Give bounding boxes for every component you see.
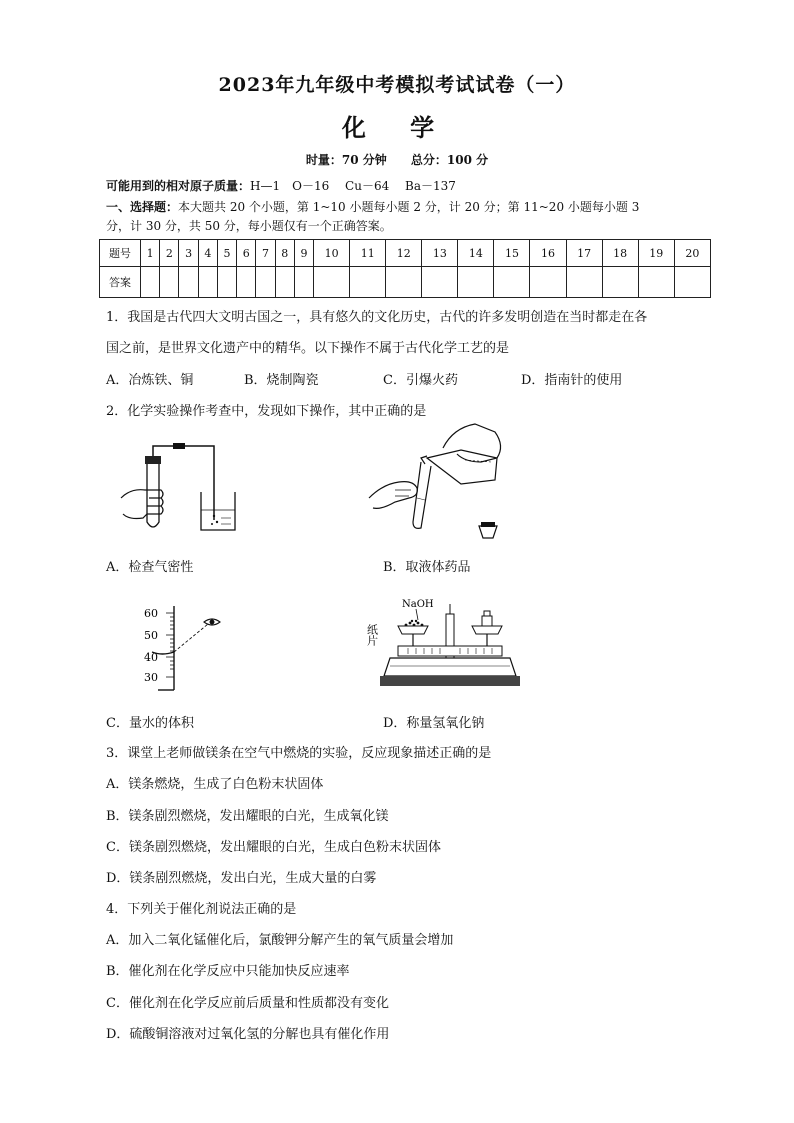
answer-cell[interactable] <box>237 267 256 298</box>
qnum-cell: 11 <box>350 240 386 267</box>
section1-instructions-2: 分，计 30 分，共 50 分，每小题仅有一个正确答案。 <box>106 219 392 233</box>
cylinder-tick-50: 50 <box>144 629 158 642</box>
q2-stem: 2．化学实验操作考查中，发现如下操作，其中正确的是 <box>106 404 427 419</box>
balance-weighing-figure <box>365 596 518 694</box>
answer-cell[interactable] <box>275 267 294 298</box>
naoh-label: NaOH <box>402 599 434 610</box>
section1-line1 <box>106 197 716 217</box>
time-limit: 时量：70 分钟 <box>305 153 387 167</box>
q4-option-d: D．硫酸铜溶液对过氧化氢的分解也具有催化作用 <box>106 1027 390 1042</box>
total-score: 总分：100 分 <box>410 153 489 167</box>
q1-option-b: B．烧制陶瓷 <box>244 373 319 388</box>
paper-label: 纸片 <box>365 624 379 646</box>
qnum-cell: 1 <box>141 240 160 267</box>
cylinder-tick-30: 30 <box>144 671 158 684</box>
answer-cell[interactable] <box>422 267 458 298</box>
airtightness-check-figure <box>115 440 255 535</box>
answer-cell[interactable] <box>350 267 386 298</box>
answer-label: 答案 <box>100 267 141 298</box>
answer-table-answers-row <box>100 267 711 298</box>
exam-title: 2023年九年级中考模拟考试试卷（一） <box>218 74 576 96</box>
answer-cell[interactable] <box>314 267 350 298</box>
q4-option-c: C．催化剂在化学反应前后质量和性质都没有变化 <box>106 996 389 1011</box>
qnum-cell: 18 <box>602 240 638 267</box>
q3-option-d: D．镁条剧烈燃烧，发出白光，生成大量的白雾 <box>106 871 377 886</box>
qnum-cell: 10 <box>314 240 350 267</box>
q2-option-b: B．取液体药品 <box>383 560 471 575</box>
qnum-cell: 20 <box>674 240 710 267</box>
q1-stem-line1: 1．我国是古代四大文明古国之一，具有悠久的文化历史，古代的许多发明创造在当时都走在各 <box>106 310 648 325</box>
answer-cell[interactable] <box>198 267 217 298</box>
answer-cell[interactable] <box>494 267 530 298</box>
answer-cell[interactable] <box>530 267 566 298</box>
qnum-cell: 12 <box>386 240 422 267</box>
q2-option-a: A．检查气密性 <box>106 560 194 575</box>
qnum-cell: 2 <box>160 240 179 267</box>
q3-option-c: C．镁条剧烈燃烧，发出耀眼的白光，生成白色粉末状固体 <box>106 840 441 855</box>
answer-cell[interactable] <box>674 267 710 298</box>
answer-cell[interactable] <box>458 267 494 298</box>
answer-table <box>99 239 711 298</box>
subject-title: 化 学 <box>341 113 453 142</box>
q4-stem: 4．下列关于催化剂说法正确的是 <box>106 902 297 917</box>
q1-option-a: A．冶炼铁、铜 <box>106 373 194 388</box>
answer-cell[interactable] <box>638 267 674 298</box>
section1-instructions-1: 本大题共 20 个小题，第 1~10 小题每小题 2 分，计 20 分；第 11~20 小题每小题 3 <box>178 200 640 214</box>
answer-cell[interactable] <box>179 267 198 298</box>
qnum-cell: 14 <box>458 240 494 267</box>
q1-option-c: C．引爆火药 <box>383 373 458 388</box>
atomic-masses-label: 可能用到的相对原子质量： <box>106 179 251 193</box>
qnum-cell: 6 <box>237 240 256 267</box>
answer-cell[interactable] <box>294 267 313 298</box>
answer-cell[interactable] <box>566 267 602 298</box>
answer-cell[interactable] <box>256 267 275 298</box>
qnum-cell: 5 <box>217 240 236 267</box>
q1-stem-line2: 国之前，是世界文化遗产中的精华。以下操作不属于古代化学工艺的是 <box>106 341 510 356</box>
atomic-masses-values: H—1 O－16 Cu－64 Ba－137 <box>250 179 456 193</box>
q1-option-d: D．指南针的使用 <box>521 373 623 388</box>
qnum-cell: 15 <box>494 240 530 267</box>
q3-option-b: B．镁条剧烈燃烧，发出耀眼的白光，生成氧化镁 <box>106 809 389 824</box>
answer-table-numbers-row <box>100 240 711 267</box>
qnum-cell: 3 <box>179 240 198 267</box>
answer-cell[interactable] <box>141 267 160 298</box>
qnum-cell: 13 <box>422 240 458 267</box>
answer-cell[interactable] <box>386 267 422 298</box>
q3-stem: 3．课堂上老师做镁条在空气中燃烧的实验，反应现象描述正确的是 <box>106 746 492 761</box>
qnum-cell: 19 <box>638 240 674 267</box>
q2-option-d: D．称量氢氧化钠 <box>383 716 485 731</box>
q4-option-a: A．加入二氧化锰催化后，氯酸钾分解产生的氧气质量会增加 <box>106 933 454 948</box>
liquid-pouring-figure <box>365 418 510 543</box>
answer-cell[interactable] <box>160 267 179 298</box>
qnum-cell: 9 <box>294 240 313 267</box>
cylinder-tick-60: 60 <box>144 607 158 620</box>
q3-option-a: A．镁条燃烧，生成了白色粉末状固体 <box>106 777 324 792</box>
answer-cell[interactable] <box>602 267 638 298</box>
qnum-cell: 17 <box>566 240 602 267</box>
answer-cell[interactable] <box>217 267 236 298</box>
qnum-cell: 8 <box>275 240 294 267</box>
cylinder-tick-40: 40 <box>144 651 158 664</box>
section1-heading: 一、选择题： <box>106 200 179 214</box>
q4-option-b: B．催化剂在化学反应中只能加快反应速率 <box>106 964 350 979</box>
qnum-cell: 16 <box>530 240 566 267</box>
exam-meta <box>0 151 794 168</box>
atomic-masses <box>106 176 456 196</box>
qnum-cell: 4 <box>198 240 217 267</box>
graduated-cylinder-figure <box>138 600 228 692</box>
question-number-label: 题号 <box>100 240 141 267</box>
qnum-cell: 7 <box>256 240 275 267</box>
q2-option-c: C．量水的体积 <box>106 716 194 731</box>
